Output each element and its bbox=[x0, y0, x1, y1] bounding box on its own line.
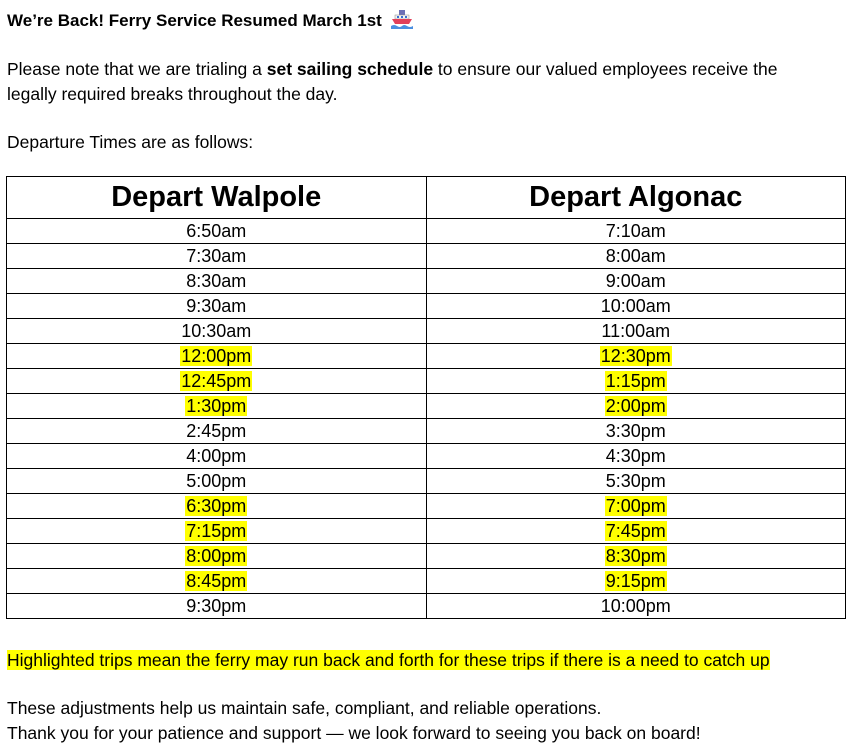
table-row bbox=[7, 594, 846, 619]
time-cell-walpole bbox=[7, 569, 427, 594]
time-cell-walpole bbox=[7, 444, 427, 469]
time-value: 10:00am bbox=[600, 296, 671, 316]
time-cell-walpole bbox=[7, 219, 427, 244]
time-value: 9:30pm bbox=[186, 596, 247, 616]
time-value: 9:30am bbox=[186, 296, 247, 316]
time-value: 4:00pm bbox=[186, 446, 247, 466]
time-value: 1:30pm bbox=[186, 396, 247, 416]
time-value: 7:30am bbox=[186, 246, 247, 266]
time-value: 10:30am bbox=[181, 321, 252, 341]
time-value: 4:30pm bbox=[605, 446, 666, 466]
table-row bbox=[7, 269, 846, 294]
table-row bbox=[7, 569, 846, 594]
time-cell-algonac bbox=[426, 394, 846, 419]
time-cell-algonac bbox=[426, 494, 846, 519]
time-value: 12:00pm bbox=[181, 346, 252, 366]
time-cell-algonac bbox=[426, 244, 846, 269]
departure-intro: Departure Times are as follows: bbox=[7, 132, 254, 152]
time-value: 9:15pm bbox=[605, 571, 666, 591]
table-row bbox=[7, 244, 846, 269]
header-walpole: Depart Walpole bbox=[7, 177, 427, 219]
time-value: 11:00am bbox=[601, 321, 671, 341]
time-cell-walpole bbox=[7, 419, 427, 444]
table-row bbox=[7, 394, 846, 419]
table-row bbox=[7, 469, 846, 494]
closing-line-1: These adjustments help us maintain safe, compliant, and reliable operations. bbox=[7, 698, 602, 718]
time-cell-walpole bbox=[7, 269, 427, 294]
highlight-note bbox=[7, 648, 770, 673]
intro-line-2: legally required breaks throughout the day. bbox=[7, 84, 338, 104]
table-row bbox=[7, 419, 846, 444]
time-cell-walpole bbox=[7, 544, 427, 569]
time-cell-algonac bbox=[426, 294, 846, 319]
table-row bbox=[7, 319, 846, 344]
time-cell-algonac bbox=[426, 419, 846, 444]
time-cell-walpole bbox=[7, 494, 427, 519]
time-value: 7:10am bbox=[605, 221, 666, 241]
time-cell-algonac bbox=[426, 269, 846, 294]
time-cell-algonac bbox=[426, 594, 846, 619]
intro-text-after: to ensure our valued employees receive the bbox=[433, 59, 778, 79]
time-cell-walpole bbox=[7, 519, 427, 544]
time-value: 7:45pm bbox=[605, 521, 666, 541]
time-value: 8:30pm bbox=[605, 546, 666, 566]
ship-icon bbox=[391, 9, 413, 34]
time-value: 8:00am bbox=[605, 246, 666, 266]
time-value: 12:30pm bbox=[600, 346, 671, 366]
intro-text-before: Please note that we are trialing a bbox=[7, 59, 267, 79]
time-cell-algonac bbox=[426, 344, 846, 369]
time-cell-walpole bbox=[7, 294, 427, 319]
time-value: 7:00pm bbox=[605, 496, 666, 516]
time-value: 5:30pm bbox=[605, 471, 666, 491]
table-row bbox=[7, 494, 846, 519]
time-cell-algonac bbox=[426, 369, 846, 394]
time-value: 8:30am bbox=[186, 271, 247, 291]
time-cell-algonac bbox=[426, 569, 846, 594]
highlight-note-text: Highlighted trips mean the ferry may run back and forth for these trips if there is a need to catch up bbox=[7, 650, 770, 670]
time-cell-walpole bbox=[7, 394, 427, 419]
closing-line-2: Thank you for your patience and support — we look forward to seeing you back on board! bbox=[7, 723, 701, 743]
table-row bbox=[7, 519, 846, 544]
time-value: 2:00pm bbox=[605, 396, 666, 416]
time-cell-algonac bbox=[426, 444, 846, 469]
time-value: 8:00pm bbox=[186, 546, 247, 566]
time-value: 7:15pm bbox=[186, 521, 247, 541]
closing-paragraph bbox=[7, 696, 701, 746]
intro-paragraph bbox=[7, 57, 777, 107]
table-row bbox=[7, 544, 846, 569]
table-row bbox=[7, 444, 846, 469]
time-value: 8:45pm bbox=[186, 571, 247, 591]
time-cell-walpole bbox=[7, 244, 427, 269]
table-row bbox=[7, 294, 846, 319]
time-value: 2:45pm bbox=[186, 421, 247, 441]
time-value: 1:15pm bbox=[605, 371, 666, 391]
time-cell-algonac bbox=[426, 219, 846, 244]
time-value: 9:00am bbox=[605, 271, 666, 291]
page-title bbox=[7, 9, 413, 34]
time-cell-walpole bbox=[7, 594, 427, 619]
time-cell-algonac bbox=[426, 544, 846, 569]
time-cell-walpole bbox=[7, 469, 427, 494]
table-row bbox=[7, 369, 846, 394]
time-value: 6:30pm bbox=[186, 496, 247, 516]
time-value: 12:45pm bbox=[181, 371, 252, 391]
time-cell-algonac bbox=[426, 519, 846, 544]
title-text: We’re Back! Ferry Service Resumed March 1st bbox=[7, 11, 382, 30]
time-cell-walpole bbox=[7, 319, 427, 344]
time-value: 10:00pm bbox=[600, 596, 671, 616]
intro-bold-text: set sailing schedule bbox=[266, 59, 434, 79]
time-value: 3:30pm bbox=[605, 421, 666, 441]
table-row bbox=[7, 219, 846, 244]
time-cell-algonac bbox=[426, 319, 846, 344]
schedule-body bbox=[7, 219, 846, 619]
time-cell-algonac bbox=[426, 469, 846, 494]
schedule-table bbox=[6, 176, 846, 619]
table-row bbox=[7, 344, 846, 369]
time-value: 5:00pm bbox=[186, 471, 247, 491]
time-cell-walpole bbox=[7, 344, 427, 369]
time-cell-walpole bbox=[7, 369, 427, 394]
header-algonac: Depart Algonac bbox=[426, 177, 846, 219]
schedule-header-row bbox=[7, 177, 846, 219]
time-value: 6:50am bbox=[186, 221, 247, 241]
